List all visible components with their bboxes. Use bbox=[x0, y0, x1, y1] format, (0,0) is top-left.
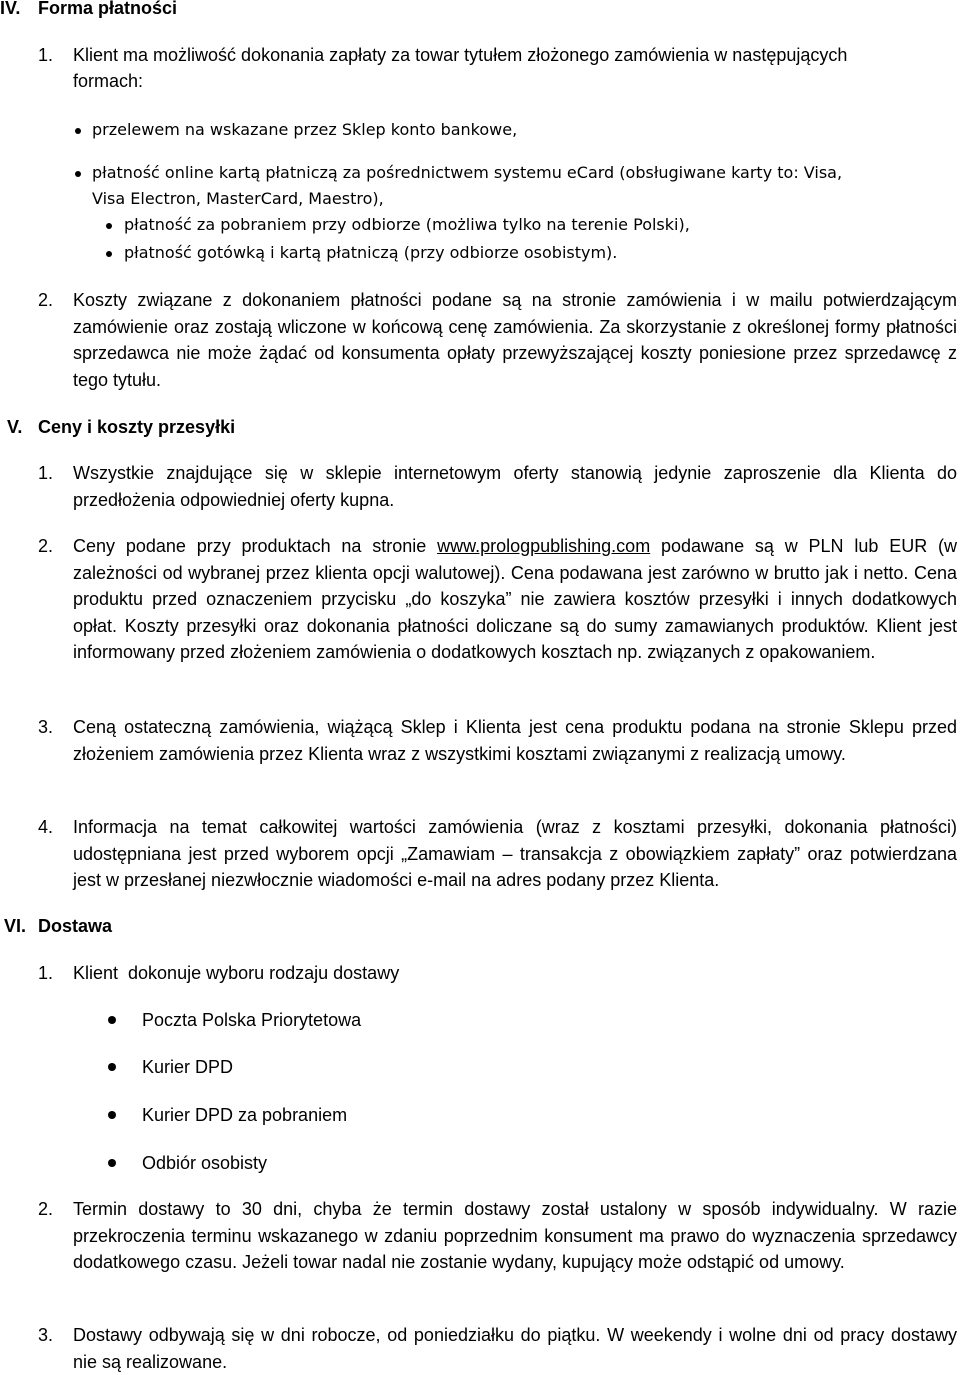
s5-item4-text: Informacja na temat całkowitej wartości zamówienia (wraz z kosztami przesyłki, dokonania płatności) udostępniana jest przed wyborem opcji „Zamawiam – transakcja z obowiązkiem zapłaty” oraz potwierdzana jest w przesłanej niezwłocznie wiadomości e-mail na adres podany przez Klienta. bbox=[73, 817, 957, 890]
section-4-number: IV. bbox=[0, 0, 21, 18]
section-4-title: Forma płatności bbox=[38, 0, 178, 18]
section-5-title: Ceny i koszty przesyłki bbox=[38, 417, 236, 437]
s5-item3-number: 3. bbox=[38, 717, 54, 737]
s6-item1-number: 1. bbox=[38, 963, 54, 983]
delivery-option-pickup: Odbiór osobisty bbox=[142, 1153, 268, 1173]
bullet-icon bbox=[108, 1063, 116, 1071]
s5-item1-text: Wszystkie znajdujące się w sklepie internetowym oferty stanowią jedynie zaproszenie dla Klienta do przedłożenia odpowiedniej oferty kupna. bbox=[73, 463, 957, 510]
section-6-number: VI. bbox=[4, 916, 27, 936]
s6-item3-number: 3. bbox=[38, 1325, 54, 1345]
website-link[interactable]: www.prologpublishing.com bbox=[437, 536, 651, 556]
s6-item3-text: Dostawy odbywają się w dni robocze, od poniedziałku do piątku. W weekendy i wolne dni od pracy dostawy nie są realizowane. bbox=[73, 1325, 957, 1372]
delivery-option-poczta: Poczta Polska Priorytetowa bbox=[142, 1010, 362, 1030]
bullet-icon bbox=[106, 223, 112, 229]
bullet-icon bbox=[108, 1159, 116, 1167]
bullet-icon bbox=[75, 128, 81, 134]
s4-bullet-cash: płatność gotówką i kartą płatniczą (przy odbiorze osobistym). bbox=[124, 243, 618, 262]
s6-item2-number: 2. bbox=[38, 1199, 54, 1219]
bullet-icon bbox=[108, 1111, 116, 1119]
s4-bullet-ecard-line1: płatność online kartą płatniczą za pośrednictwem systemu eCard (obsługiwane karty to: Visa, bbox=[92, 163, 843, 182]
s5-item2-text-start: Ceny podane przy produktach na stronie bbox=[73, 536, 438, 556]
delivery-option-dpd: Kurier DPD bbox=[142, 1057, 234, 1077]
s4-bullet-ecard-line2: Visa Electron, MasterCard, Maestro), bbox=[92, 189, 384, 208]
delivery-option-dpd-cod: Kurier DPD za pobraniem bbox=[142, 1105, 348, 1125]
bullet-icon bbox=[75, 171, 81, 177]
s6-item1-text: Klient dokonuje wyboru rodzaju dostawy bbox=[73, 963, 400, 983]
s4-item2-number: 2. bbox=[38, 290, 54, 310]
s4-bullet-cod: płatność za pobraniem przy odbiorze (możliwa tylko na terenie Polski), bbox=[124, 215, 690, 234]
s5-item2-text bbox=[73, 533, 957, 666]
bullet-icon bbox=[108, 1016, 116, 1024]
s5-item1-number: 1. bbox=[38, 463, 54, 483]
s5-item3-text: Ceną ostateczną zamówienia, wiążącą Sklep i Klienta jest cena produktu podana na stronie Sklepu przed złożeniem zamówienia przez Klienta wraz z wszystkimi kosztami związanymi z realizacją umowy. bbox=[73, 717, 957, 764]
s4-item1-line1: Klient ma możliwość dokonania zapłaty za towar tytułem złożonego zamówienia w następujących bbox=[73, 45, 848, 65]
s5-item4-number: 4. bbox=[38, 817, 54, 837]
s4-item1-line2: formach: bbox=[73, 71, 144, 91]
bullet-icon bbox=[106, 251, 112, 257]
section-5-number: V. bbox=[7, 417, 23, 437]
section-6-title: Dostawa bbox=[38, 916, 113, 936]
s5-item2-text-rest: podawane są w PLN lub EUR (w zależności od wybranej przez klienta opcji walutowej). Cena podawana jest zarówno w brutto jak i netto. Cena produktu przed oznaczeniem przycisku „do koszyka” nie zawiera kosztów przesyłki i innych dodatkowych opłat. Koszty przesyłki oraz dokonania płatności doliczane są do sumy zamawianych produktów. Klient jest informowany przed złożeniem zamówienia o dodatkowych kosztach np. związanych z opakowaniem. bbox=[73, 536, 957, 662]
s4-bullet-transfer: przelewem na wskazane przez Sklep konto bankowe, bbox=[92, 120, 518, 139]
s5-item2-number: 2. bbox=[38, 536, 54, 556]
s6-item2-text: Termin dostawy to 30 dni, chyba że termin dostawy został ustalony w sposób indywidualny. W razie przekroczenia terminu wskazanego w zdaniu poprzednim konsument ma prawo do wyznaczenia sprzedawcy dodatkowego czasu. Jeżeli towar nadal nie zostanie wydany, kupujący może odstąpić od umowy. bbox=[73, 1199, 957, 1272]
s4-item2-text: Koszty związane z dokonaniem płatności podane są na stronie zamówienia i w mailu potwierdzającym zamówienie oraz zostają wliczone w końcową cenę zamówienia. Za skorzystanie z określonej formy płatności sprzedawca nie może żądać od konsumenta opłaty przewyższającej koszty poniesione przez sprzedawcę z tego tytułu. bbox=[73, 290, 957, 390]
s4-item1-number: 1. bbox=[38, 45, 54, 65]
